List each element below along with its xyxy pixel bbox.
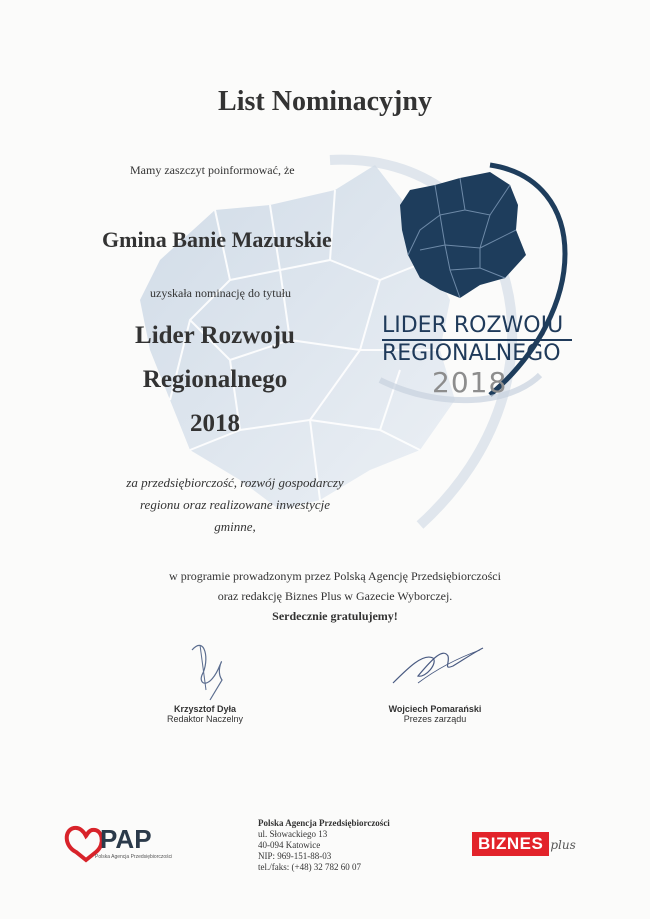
signatory-name: Krzysztof Dyła [173, 704, 236, 714]
address-nip: NIP: 969-151-88-03 [258, 851, 332, 861]
signature-right-scribble [388, 638, 488, 693]
signature-block-right [365, 704, 505, 724]
logo-line1: LIDER ROZWOJU [382, 313, 564, 338]
signatory-name: Wojciech Pomarański [388, 704, 482, 714]
svg-text:PAP: PAP [100, 824, 152, 854]
address-street: ul. Słowackiego 13 [258, 829, 328, 839]
signature-left-scribble [180, 630, 240, 705]
signatory-role: Redaktor Naczelny [166, 714, 244, 724]
signatory-role: Prezes zarządu [403, 714, 467, 724]
reason-line2: regionu oraz realizowane inwestycje [139, 497, 331, 512]
biznes-logo-plus: plus [550, 838, 576, 852]
address-org: Polska Agencja Przedsiębiorczości [258, 818, 390, 828]
program-text [130, 566, 540, 626]
logo-line2: REGIONALNEGO [382, 339, 572, 366]
biznes-logo-text: BIZNES [472, 832, 549, 856]
congratulations-text: Serdecznie gratulujemy! [272, 609, 398, 623]
signature-block-left [140, 704, 270, 724]
logo-year: 2018 [432, 366, 508, 399]
intro-text: Mamy zaszczyt poinformować, że [130, 163, 295, 177]
lider-rozwoju-logo-text [382, 314, 572, 366]
award-year: 2018 [190, 410, 240, 437]
reason-line1: za przedsiębiorczość, rozwój gospodarczy [126, 475, 344, 490]
award-reason [100, 472, 370, 538]
recipient-name: Gmina Banie Mazurskie [102, 227, 332, 252]
nomination-text: uzyskała nominację do tytułu [150, 286, 291, 300]
biznes-plus-logo [472, 832, 576, 856]
pap-logo-subtitle: Polska Agencja Przedsiębiorczości [95, 854, 173, 860]
award-title [100, 314, 330, 446]
address-city: 40-094 Katowice [258, 840, 321, 850]
address-phone: tel./faks: (+48) 32 782 60 07 [258, 862, 362, 872]
program-line1: w programie prowadzonym przez Polską Agencję Przedsiębiorczości [169, 569, 501, 583]
reason-line3: gminne, [214, 519, 256, 534]
award-title-line1: Lider Rozwoju [135, 322, 295, 349]
program-line2: oraz redakcję Biznes Plus w Gazecie Wyborczej. [217, 589, 453, 603]
pap-logo [62, 818, 192, 868]
document-title: List Nominacyjny [218, 86, 432, 117]
footer-address [258, 818, 390, 873]
award-title-line2: Regionalnego [142, 366, 288, 393]
